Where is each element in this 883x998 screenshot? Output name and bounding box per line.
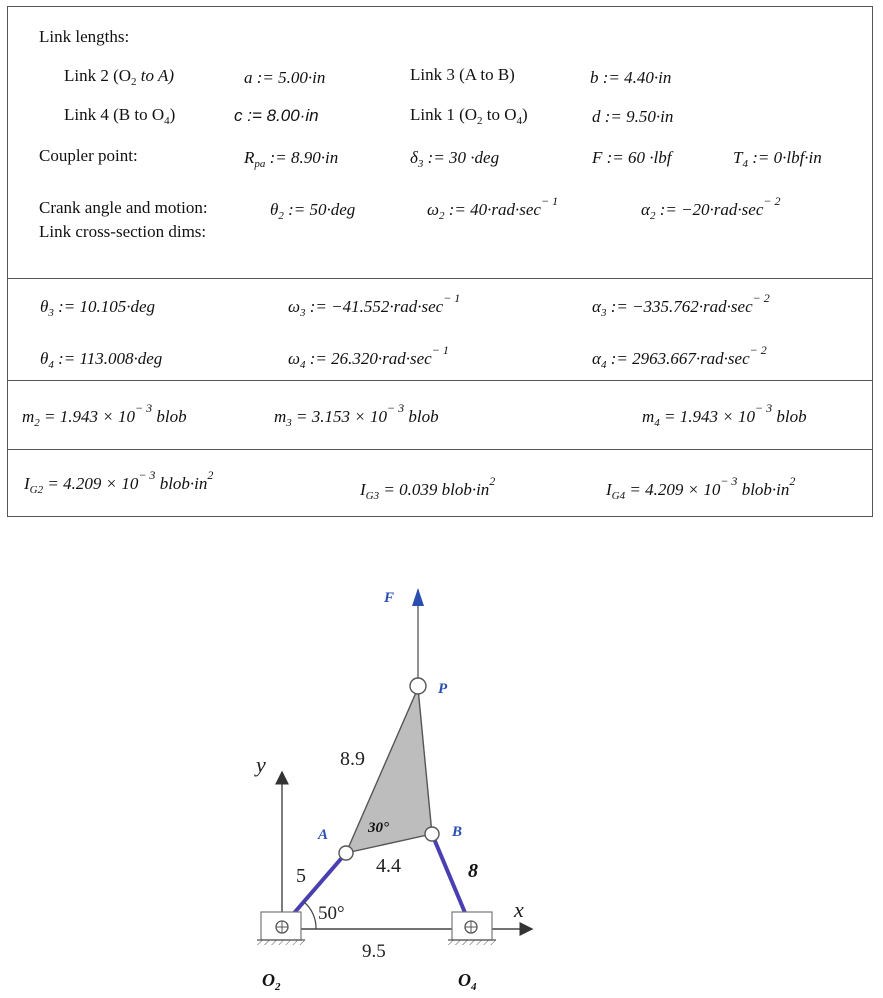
m3-result: $m_3 = 3.153 \times 10^{- 3}$ blob — [274, 401, 439, 429]
label-link4-length: 8 — [468, 860, 478, 882]
force-definition: F := 60 ·lbf — [592, 148, 672, 167]
link1-label: Link 1 ($O_2$ to $O_4$) — [410, 105, 528, 127]
link-lengths-heading: Link lengths: — [39, 27, 130, 46]
ig4-result: $I_{G4} = 4.209 \times 10^{- 3}$ $blob\cdot in^2$ — [606, 474, 796, 502]
link2-label: Link 2 ($O_2$ to A) — [64, 66, 175, 88]
theta2-definition: $\theta_2$ := 50·deg — [270, 200, 356, 222]
ground-support-o2 — [257, 912, 305, 945]
omega3-result: $\omega_3$ := $-41.552\cdot rad\cdot\sec^{- 1}$ — [288, 291, 461, 319]
c-definition: c := 8.00·in — [234, 106, 319, 125]
alpha3-result: $\alpha_3$ := $-335.762\cdot rad\cdot\sec^{- 2}$ — [592, 291, 770, 319]
label-a: A — [318, 827, 329, 843]
cross-section-label: Link cross-section dims: — [39, 222, 207, 241]
ig3-result: $I_{G3} = 0.039$ $blob\cdot in^2$ — [360, 474, 496, 502]
d-definition: d := 9.50·in — [592, 107, 674, 126]
label-delta-angle: 30° — [368, 820, 389, 836]
crank-angle-label: Crank angle and motion: — [39, 198, 208, 217]
theta3-result: $\theta_3$ := 10.105·deg — [40, 297, 156, 319]
a-definition: a := 5.00·in — [244, 68, 326, 87]
delta3-definition: $\delta_3$ := 30 ·deg — [410, 148, 500, 170]
label-coupler-length: 8.9 — [340, 748, 365, 770]
link4-label: Link 4 (B to $O_4$) — [64, 105, 176, 127]
label-ab-length: 4.4 — [376, 855, 401, 877]
label-o2: $O_2$ — [262, 970, 281, 993]
omega2-definition: $\omega_2$ := $40\cdot rad\cdot\sec^{- 1}$ — [427, 194, 559, 222]
label-ground-length: 9.5 — [362, 941, 386, 962]
label-y-axis: y — [256, 752, 266, 777]
pin-b — [425, 827, 439, 841]
label-force: F — [384, 590, 395, 606]
b-definition: b := 4.40·in — [590, 68, 672, 87]
pin-p — [410, 678, 426, 694]
label-b: B — [452, 824, 463, 840]
alpha2-definition: $\alpha_2$ := $-20\cdot rad\cdot\sec^{- 2}$ — [641, 194, 781, 222]
t4-definition: $T_4$ := 0·lbf·in — [733, 148, 822, 170]
label-theta2: 50° — [318, 903, 345, 924]
label-o4: $O_4$ — [458, 970, 477, 993]
rpa-definition: $R_{pa}$ := 8.90·in — [244, 148, 339, 170]
theta4-result: $\theta_4$ := 113.008·deg — [40, 349, 163, 371]
ground-support-o4 — [448, 912, 496, 945]
force-arrowhead — [412, 588, 424, 606]
omega4-result: $\omega_4$ := $26.320\cdot rad\cdot\sec^{- 1}$ — [288, 343, 449, 371]
coupler-link — [346, 688, 432, 853]
label-p: P — [438, 681, 448, 697]
m2-result: $m_2 = 1.943 \times 10^{- 3}$ blob — [22, 401, 187, 429]
label-x-axis: x — [514, 897, 524, 922]
ig2-result: $I_{G2} = 4.209 \times 10^{- 3}$ $blob\cdot in^2$ — [24, 468, 214, 496]
label-link2-length: 5 — [296, 865, 306, 887]
link3-label: Link 3 (A to B) — [410, 65, 515, 84]
m4-result: $m_4 = 1.943 \times 10^{- 3}$ blob — [642, 401, 807, 429]
alpha4-result: $\alpha_4$ := $2963.667\cdot rad\cdot\sec^{- 2}$ — [592, 343, 767, 371]
pin-a — [339, 846, 353, 860]
theta2-arc — [304, 902, 316, 929]
coupler-point-label: Coupler point: — [39, 146, 138, 165]
